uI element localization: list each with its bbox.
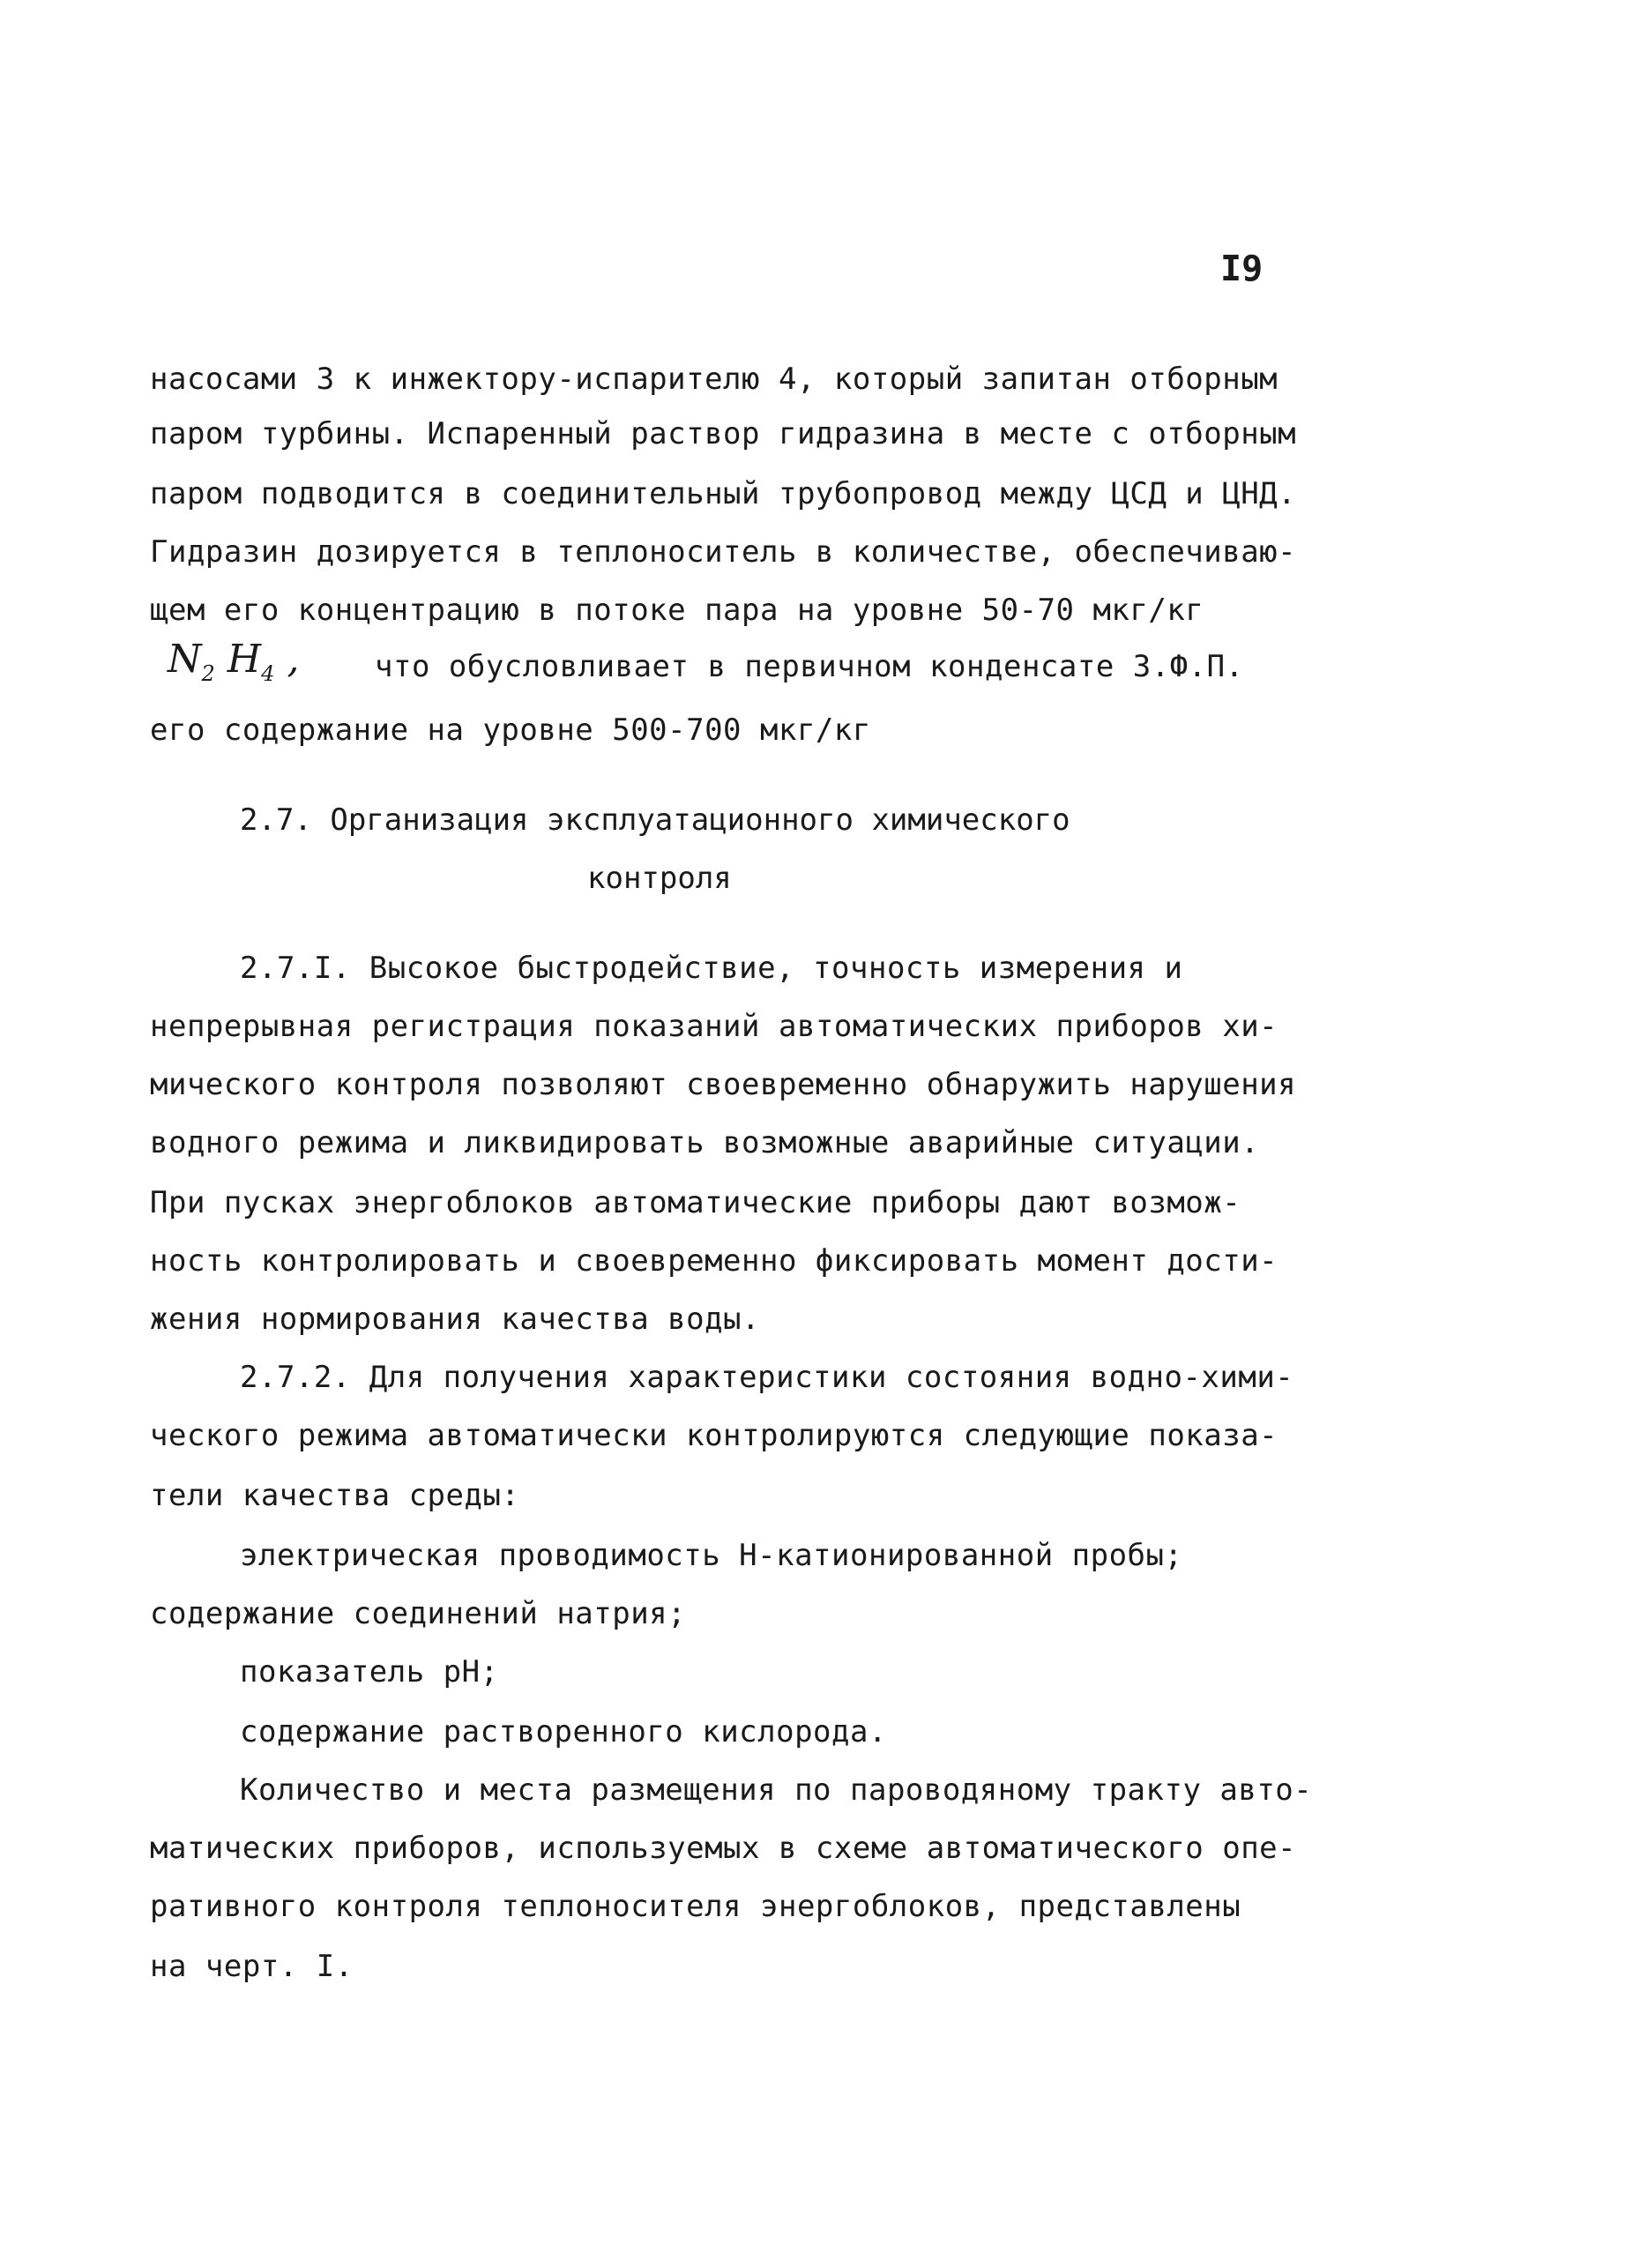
text-line: паром подводится в соединительный трубопровод между ЦСД и ЦНД. bbox=[150, 476, 1297, 511]
text-line: водного режима и ликвидировать возможные аварийные ситуации. bbox=[150, 1125, 1260, 1160]
text-line: тели качества среды: bbox=[150, 1478, 520, 1513]
text-line: щем его концентрацию в потоке пара на уровне 50-70 мкг/кг bbox=[150, 593, 1204, 628]
list-item: содержание растворенного кислорода. bbox=[240, 1714, 887, 1749]
text-line: непрерывная регистрация показаний автоматических приборов хи- bbox=[150, 1009, 1278, 1044]
text-line: что обусловливает в первичном конденсате З.Ф.П. bbox=[375, 649, 1244, 684]
formula-sub-2: 2 bbox=[201, 660, 215, 686]
hydrazine-formula bbox=[168, 637, 299, 697]
text-line: матических приборов, используемых в схеме автоматического опе- bbox=[150, 1831, 1297, 1866]
text-line: паром турбины. Испаренный раствор гидразина в месте с отборным bbox=[150, 416, 1297, 451]
formula-base-n: N bbox=[168, 637, 202, 682]
section-heading: 2.7. Организация эксплуатационного химического bbox=[240, 802, 1070, 838]
list-item: показатель рН; bbox=[240, 1654, 499, 1690]
list-item: содержание соединений натрия; bbox=[150, 1596, 687, 1631]
text-line: ческого режима автоматически контролируются следующие показа- bbox=[150, 1418, 1278, 1453]
text-line: 2.7.I. Высокое быстродействие, точность измерения и bbox=[240, 951, 1183, 986]
text-line: мического контроля позволяют своевременно обнаружить нарушения bbox=[150, 1067, 1297, 1102]
list-item: электрическая проводимость Н-катионированной пробы; bbox=[240, 1538, 1183, 1573]
formula-base-h: H bbox=[227, 637, 262, 682]
text-line: ность контролировать и своевременно фиксировать момент дости- bbox=[150, 1243, 1278, 1279]
formula-sub-4: 4 bbox=[261, 660, 275, 686]
page-number: I9 bbox=[1220, 249, 1264, 289]
text-line: насосами 3 к инжектору-испарителю 4, который запитан отборным bbox=[150, 362, 1278, 397]
text-line: 2.7.2. Для получения характеристики состояния водно-хими- bbox=[240, 1360, 1294, 1395]
text-line: Количество и места размещения по пароводяному тракту авто- bbox=[240, 1772, 1313, 1808]
text-line: Гидразин дозируется в теплоноситель в количестве, обеспечиваю- bbox=[150, 534, 1297, 570]
text-line: его содержание на уровне 500-700 мкг/кг bbox=[150, 712, 871, 748]
text-line: на черт. I. bbox=[150, 1949, 354, 1984]
text-line: жения нормирования качества воды. bbox=[150, 1302, 761, 1337]
section-heading-cont: контроля bbox=[587, 861, 732, 896]
text-line: При пусках энергоблоков автоматические приборы дают возмож- bbox=[150, 1185, 1241, 1220]
formula-comma: , bbox=[287, 637, 300, 682]
text-line: ративного контроля теплоносителя энергоблоков, представлены bbox=[150, 1889, 1241, 1924]
